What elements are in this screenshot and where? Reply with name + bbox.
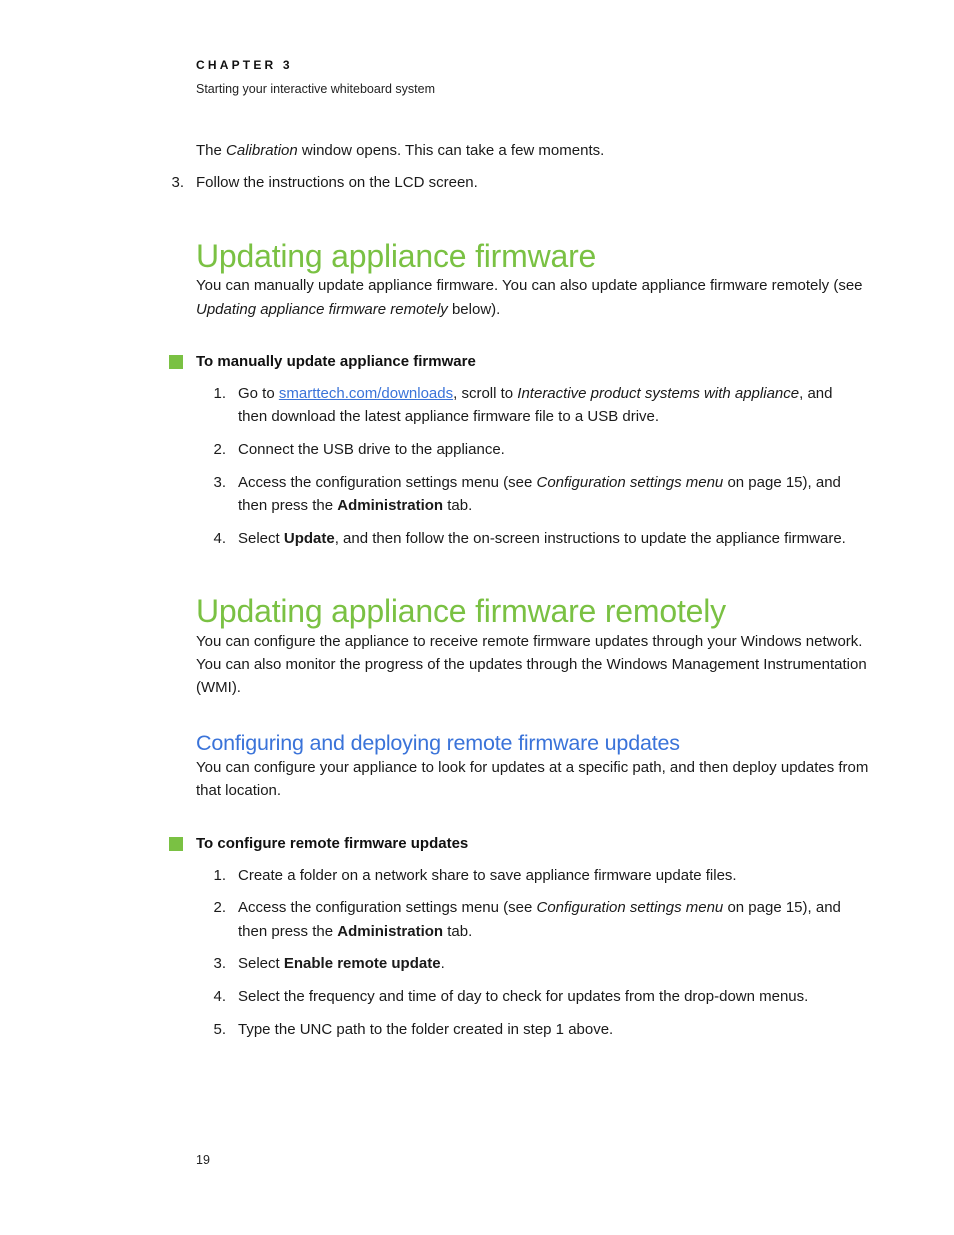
step-text: Create a folder on a network share to save appliance firmware update files. (238, 867, 737, 884)
section-intro-line: You can also monitor the progress of the updates through the Windows Management Instrumentation (196, 656, 867, 673)
step-text: Access the configuration settings menu (see Configuration settings menu on page 15), and (238, 474, 841, 491)
chapter-label: CHAPTER 3 (196, 58, 293, 72)
subsection-intro-line: that location. (196, 782, 282, 799)
procedure-title: To configure remote firmware updates (196, 835, 469, 852)
procedure-marker-icon (169, 355, 183, 369)
calibration-paragraph: The Calibration window opens. This can take a few moments. (196, 142, 605, 159)
procedure-marker-icon (169, 837, 183, 851)
step-text: Select Update, and then follow the on-screen instructions to update the appliance firmware. (238, 530, 846, 547)
step-number: 1. (213, 867, 226, 884)
section-intro-line: You can manually update appliance firmware. You can also update appliance firmware remotely (see (196, 277, 863, 294)
step-text: Go to smarttech.com/downloads, scroll to Interactive product systems with appliance, and (238, 385, 833, 402)
step-number: 1. (213, 385, 226, 402)
step-text: Follow the instructions on the LCD screen. (196, 174, 478, 191)
step-text: Type the UNC path to the folder created in step 1 above. (238, 1021, 614, 1038)
section-intro-line: You can configure the appliance to receive remote firmware updates through your Windows network. (196, 633, 863, 650)
step-number: 3. (171, 174, 184, 191)
subsection-heading: Configuring and deploying remote firmware updates (196, 731, 680, 755)
page-number: 19 (196, 1153, 210, 1167)
section-heading: Updating appliance firmware (196, 238, 597, 274)
step-text: Select the frequency and time of day to check for updates from the drop-down menus. (238, 988, 809, 1005)
step-number: 2. (213, 441, 226, 458)
section-intro-line: Updating appliance firmware remotely below). (196, 301, 501, 318)
section-heading: Updating appliance firmware remotely (196, 593, 726, 629)
subsection-intro-line: You can configure your appliance to look for updates at a specific path, and then deploy updates from (196, 759, 869, 776)
step-text: Connect the USB drive to the appliance. (238, 441, 505, 458)
step-text-continued: then download the latest appliance firmware file to a USB drive. (238, 408, 660, 425)
step-text-continued: then press the Administration tab. (238, 923, 473, 940)
step-number: 3. (213, 955, 226, 972)
step-number: 4. (213, 530, 226, 547)
step-text: Access the configuration settings menu (see Configuration settings menu on page 15), and (238, 899, 841, 916)
step-text: Select Enable remote update. (238, 955, 445, 972)
step-number: 3. (213, 474, 226, 491)
downloads-link[interactable]: smarttech.com/downloads (278, 385, 454, 402)
step-text-continued: then press the Administration tab. (238, 497, 473, 514)
chapter-title: Starting your interactive whiteboard system (196, 82, 435, 96)
procedure-title: To manually update appliance firmware (196, 353, 476, 370)
step-number: 4. (213, 988, 226, 1005)
step-number: 2. (213, 899, 226, 916)
step-number: 5. (213, 1021, 226, 1038)
section-intro-line: (WMI). (196, 679, 241, 696)
